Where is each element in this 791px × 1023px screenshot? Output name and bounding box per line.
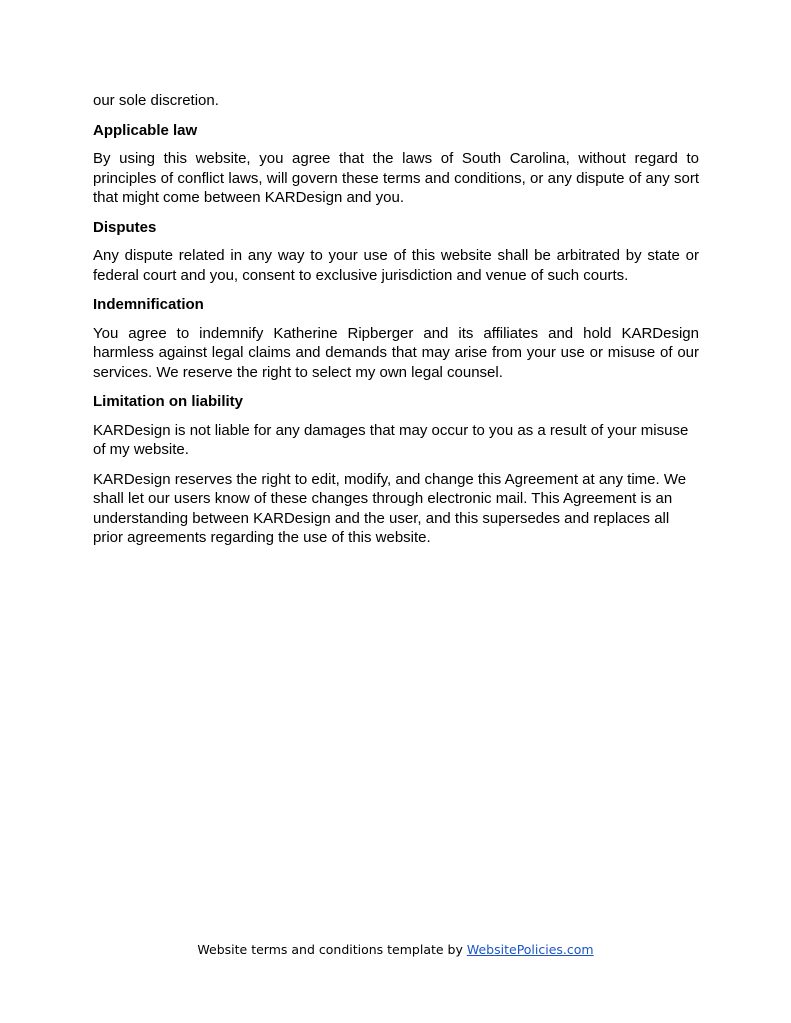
page-footer <box>0 942 791 957</box>
paragraph-indemnification: You agree to indemnify Katherine Ripberger and its affiliates and hold KARDesign harmless against legal claims and demands that may arise from your use or misuse of our services. We reserve the right to select my own legal counsel. <box>93 324 699 381</box>
heading-applicable-law: Applicable law <box>93 121 198 139</box>
paragraph-applicable-law: By using this website, you agree that the laws of South Carolina, without regard to principles of conflict laws, will govern these terms and conditions, or any dispute of any sort that might come between KARDesign and you. <box>93 150 699 206</box>
paragraph-agreement-changes: KARDesign reserves the right to edit, modify, and change this Agreement at any time. We shall let our users know of these changes through electronic mail. This Agreement is an understanding between KARDesign and the user, and this supersedes and replaces all prior agreements regarding the use of this website. <box>93 470 687 546</box>
heading-limitation-on-liability: Limitation on liability <box>93 393 243 410</box>
paragraph-limitation-on-liability: KARDesign is not liable for any damages that may occur to you as a result of your misuse of my website. <box>93 421 689 458</box>
heading-disputes: Disputes <box>93 218 157 236</box>
continuation-paragraph: our sole discretion. <box>93 92 219 109</box>
paragraph-disputes: Any dispute related in any way to your use of this website shall be arbitrated by state or federal court and you, consent to exclusive jurisdiction and venue of such courts. <box>93 247 699 284</box>
footer-link[interactable]: WebsitePolicies.com <box>466 942 594 957</box>
footer-text: Website terms and conditions template by <box>197 942 467 957</box>
document-body <box>93 91 699 558</box>
heading-indemnification: Indemnification <box>93 296 204 313</box>
